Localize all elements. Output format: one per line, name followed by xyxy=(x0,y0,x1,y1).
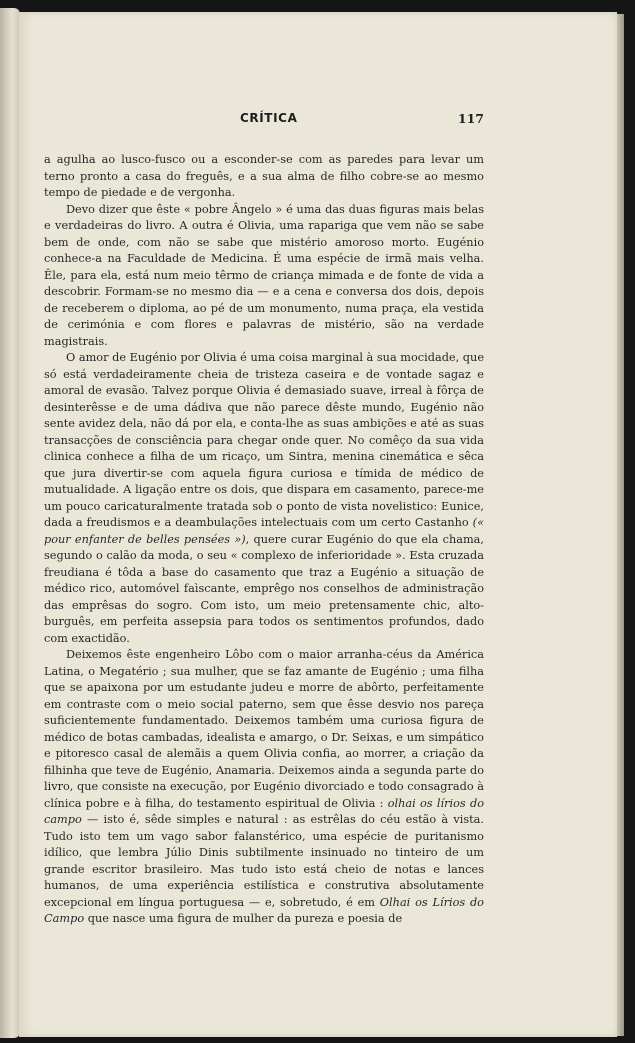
page-number: 117 xyxy=(457,111,484,126)
running-title: CRÍTICA xyxy=(240,111,298,125)
paragraph xyxy=(44,350,484,647)
page-header xyxy=(44,111,484,133)
italic-text: (« pour enfanter de belles pensées ») xyxy=(44,516,484,546)
text-run: que nasce uma figura de mulher da pureza e poesia de xyxy=(84,912,403,925)
text-run: — isto é, sêde simples e natural : as estrêlas do céu estão à vista. Tudo isto tem um vago sabor falanstérico, uma espécie de puritanismo idílico, que lembra Júlio Dinis subtilmente insinuado no tinteiro de um grande escritor brasileiro. Mas tudo isto está cheio de notas e lances humanos, de uma experiência estilística e construtiva absolutamente excepcional em língua portuguesa — e, sobretudo, é em xyxy=(44,813,484,909)
left-page-edge xyxy=(0,8,20,1038)
paragraph xyxy=(44,152,484,202)
text-run: a agulha ao lusco-fusco ou a esconder-se com as paredes para levar um terno pronto a casa do freguês, e a sua alma de filho cobre-se ao mesmo tempo de piedade e de vergonha. xyxy=(44,153,484,199)
page-stack-edge xyxy=(617,14,624,1036)
paragraph xyxy=(44,202,484,351)
text-run: Deixemos êste engenheiro Lôbo com o maior arranha-céus da América Latina, o Megatério ; sua mulher, que se faz amante de Eugénio ; uma filha que se apaixona por um estudante judeu e morre de abôrto, perfeitamente em contraste com o meio social paterno, sem que êsse desvio nos pareça suficientemente fundamentado. Deixemos também uma curiosa figura de médico de botas cambadas, idealista e amargo, o Dr. Seixas, e um simpático e pitoresco casal de alemãis a quem Olivia confia, ao morrer, a criação da filhinha que teve de Eugénio, Anamaria. Deixemos ainda a segunda parte do livro, que consiste na execução, por Eugénio divorciado e todo consagrado à clínica pobre e à filha, do testamento espiritual de Olivia : xyxy=(44,648,484,810)
italic-text: Olhai os Lírios do Campo xyxy=(44,895,484,925)
paragraph xyxy=(44,647,484,928)
italic-text: olhai os lírios do campo xyxy=(44,796,484,826)
text-run: O amor de Eugénio por Olivia é uma coisa marginal à sua mocidade, que só está verdadeiramente cheia de tristeza caseira e de vontade sagaz e amoral de evasão. Talvez porque Olivia é demasiado suave, irreal à fôrça de desinterêsse e de uma dádiva que não parece dêste mundo, Eugénio não sente avidez dela, não dá por ela, e conta-lhe as suas ambições e até as suas transacções de consciência para chegar onde quer. No comêço da sua vida clinica conhece a filha de um ricaço, um Sintra, menina cinemática e sêca que jura divertir-se com aquela figura curiosa e tímida de médico de mutualidade. A ligação entre os dois, que dispara em casamento, parece-me um pouco caricaturalmente tratada sob o ponto de vista novelistico: Eunice, dada a freudismos e a deambulações intelectuais com um certo Castanho xyxy=(44,351,484,529)
text-run: Devo dizer que êste « pobre Ângelo » é uma das duas figuras mais belas e verdadeiras do livro. A outra é Olivia, uma rapariga que vem não se sabe bem de onde, com não se sabe que mistério amoroso morto. Eugénio conhece-a na Faculdade de Medicina. É uma espécie de irmã mais velha. Êle, para ela, está num meio têrmo de criança mimada e de fonte de vida a descobrir. Formam-se no mesmo dia — e a cena e conversa dos dois, depois de receberem o diploma, ao pé de um monumento, numa praça, ela vestida de cerimónia e com flores e palavras de mistério, são na verdade magistrais. xyxy=(44,202,484,348)
body-text xyxy=(44,152,484,928)
text-run: , quere curar Eugénio do que ela chama, segundo o calão da moda, o seu « complexo de inferioridade ». Esta cruzada freudiana é tôda a base do casamento que traz a Eugénio a situação de médico rico, automóvel faìscante, emprêgo nos conselhos de administração das emprêsas do sogro. Com isto, um meio pretensamente chic, alto-burguês, em perfeita assepsia para todos os sentimentos profundos, dado com exactidão. xyxy=(44,532,484,645)
